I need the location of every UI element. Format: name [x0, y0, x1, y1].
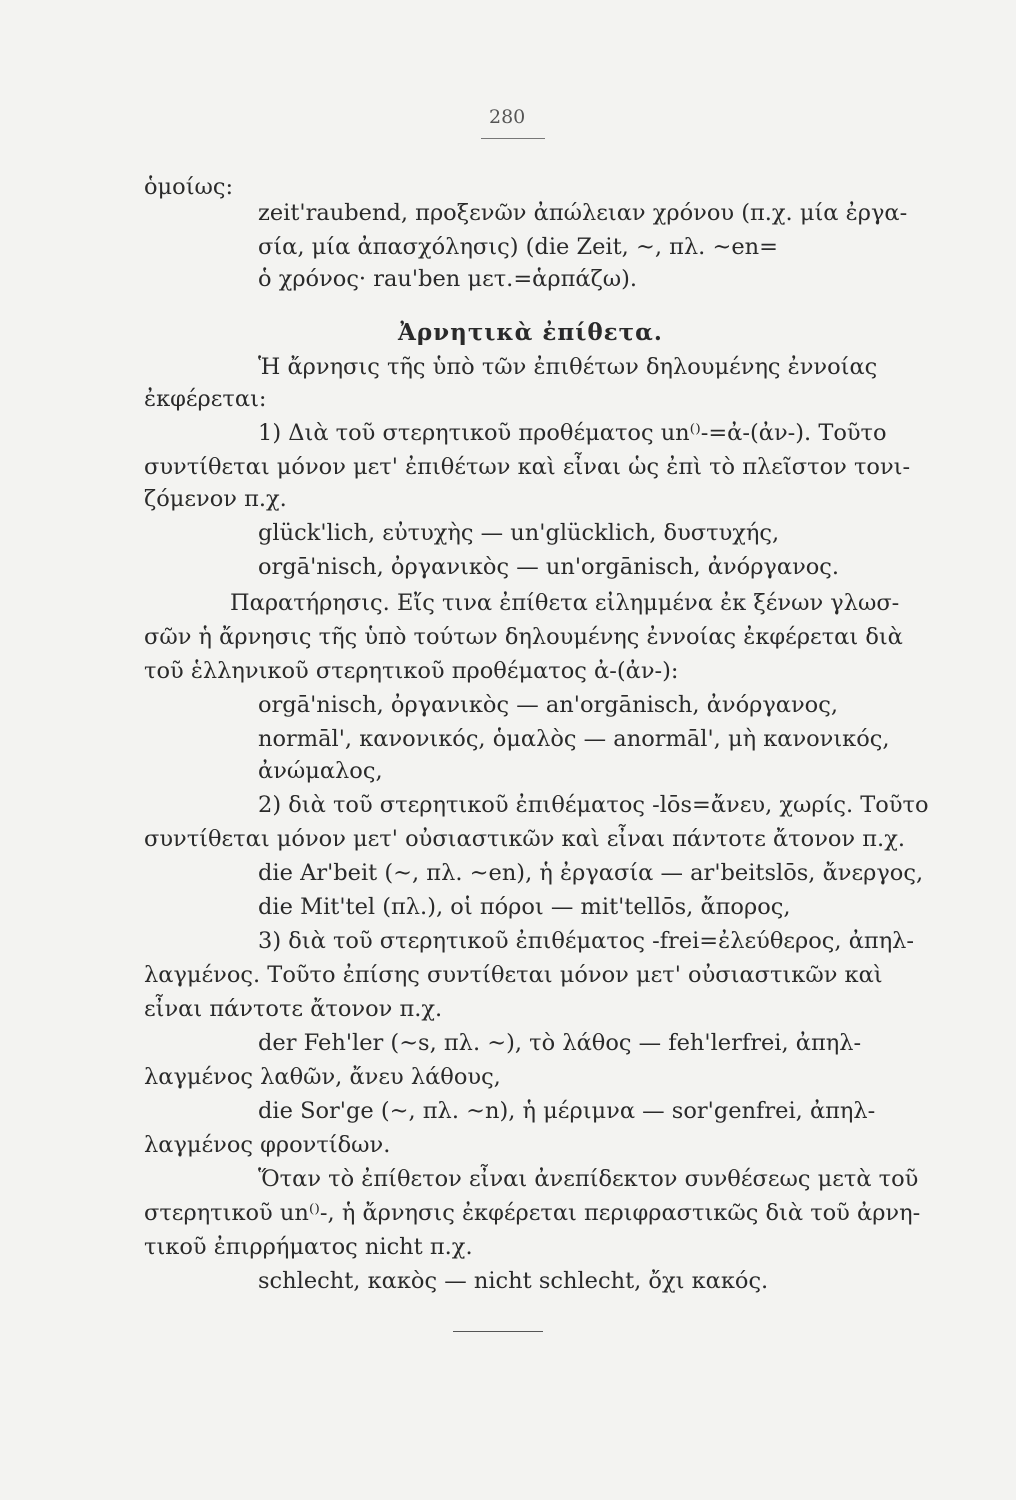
text-line: 3) διὰ τοῦ στερητικοῦ ἐπιθέματος -frei=ἐλεύθερος, ἀπηλ-: [258, 928, 915, 954]
text-line: ἐκφέρεται:: [144, 386, 267, 412]
page-number: 280: [489, 106, 526, 128]
text-line: σῶν ἡ ἄρνησις τῆς ὑπὸ τούτων δηλουμένης ἐννοίας ἐκφέρεται διὰ: [144, 624, 903, 650]
text-line: orgā'nisch, ὀργανικὸς — un'orgānisch, ἀνόργανος.: [258, 554, 840, 580]
text-line: Παρατήρησις. Εἴς τινα ἐπίθετα εἰλημμένα ἐκ ξένων γλωσ-: [230, 590, 900, 616]
page-number-rule: [481, 138, 545, 139]
text-line: ἀνώμαλος,: [258, 758, 383, 784]
section-heading: Ἀρνητικὰ ἐπίθετα.: [398, 319, 663, 346]
text-line: λαγμένος λαθῶν, ἄνευ λάθους,: [144, 1064, 501, 1090]
text-line: εἶναι πάντοτε ἄτονον π.χ.: [144, 996, 443, 1022]
text-line: Ὅταν τὸ ἐπίθετον εἶναι ἀνεπίδεκτον συνθέσεως μετὰ τοῦ: [258, 1166, 919, 1192]
text-line: στερητικοῦ un⁽⁾-, ἡ ἄρνησις ἐκφέρεται περιφραστικῶς διὰ τοῦ ἀρνη-: [144, 1200, 921, 1226]
text-line: λαγμένος. Τοῦτο ἐπίσης συντίθεται μόνον μετ' οὐσιαστικῶν καὶ: [144, 962, 883, 988]
text-line: glück'lich, εὐτυχὴς — un'glücklich, δυστυχής,: [258, 520, 780, 546]
text-line: λαγμένος φροντίδων.: [144, 1132, 391, 1158]
text-line: συντίθεται μόνον μετ' ἐπιθέτων καὶ εἶναι ὡς ἐπὶ τὸ πλεῖστον τονι-: [144, 454, 911, 480]
text-line: τοῦ ἑλληνικοῦ στερητικοῦ προθέματος ἀ-(ἀν-):: [144, 658, 679, 684]
text-line: ὁ χρόνος· rau'ben μετ.=ἁρπάζω).: [258, 266, 638, 292]
text-line: der Feh'ler (~s, πλ. ~), τὸ λάθος — feh'lerfrei, ἀπηλ-: [258, 1030, 862, 1056]
text-line: die Ar'beit (~, πλ. ~en), ἡ ἐργασία — ar'beitslōs, ἄνεργος,: [258, 860, 924, 886]
text-line: ζόμενον π.χ.: [144, 486, 287, 512]
text-line: σία, μία ἀπασχόλησις) (die Zeit, ~, πλ. ~en=: [258, 234, 778, 260]
text-line: zeit'raubend, προξενῶν ἀπώλειαν χρόνου (π.χ. μία ἐργα-: [258, 200, 908, 226]
text-line: τικοῦ ἐπιρρήματος nicht π.χ.: [144, 1234, 473, 1260]
text-line: schlecht, κακὸς — nicht schlecht, ὄχι κακός.: [258, 1268, 769, 1294]
text-line: συντίθεται μόνον μετ' οὐσιαστικῶν καὶ εἶναι πάντοτε ἄτονον π.χ.: [144, 826, 905, 852]
text-line: 2) διὰ τοῦ στερητικοῦ ἐπιθέματος -lōs=ἄνευ, χωρίς. Τοῦτο: [258, 792, 929, 818]
text-line: ὁμοίως:: [144, 174, 234, 200]
text-line: Ἡ ἄρνησις τῆς ὑπὸ τῶν ἐπιθέτων δηλουμένης ἐννοίας: [258, 354, 878, 380]
text-line: orgā'nisch, ὀργανικὸς — an'orgānisch, ἀνόργανος,: [258, 692, 838, 718]
text-line: normāl', κανονικός, ὁμαλὸς — anormāl', μὴ κανονικός,: [258, 726, 890, 752]
end-rule: [453, 1331, 543, 1332]
text-line: die Mit'tel (πλ.), οἱ πόροι — mit'tellōs, ἄπορος,: [258, 894, 791, 920]
text-line: die Sor'ge (~, πλ. ~n), ἡ μέριμνα — sor'genfrei, ἀπηλ-: [258, 1098, 876, 1124]
text-line: 1) Διὰ τοῦ στερητικοῦ προθέματος un⁽⁾-=ἀ-(ἀν-). Τοῦτο: [258, 420, 887, 446]
